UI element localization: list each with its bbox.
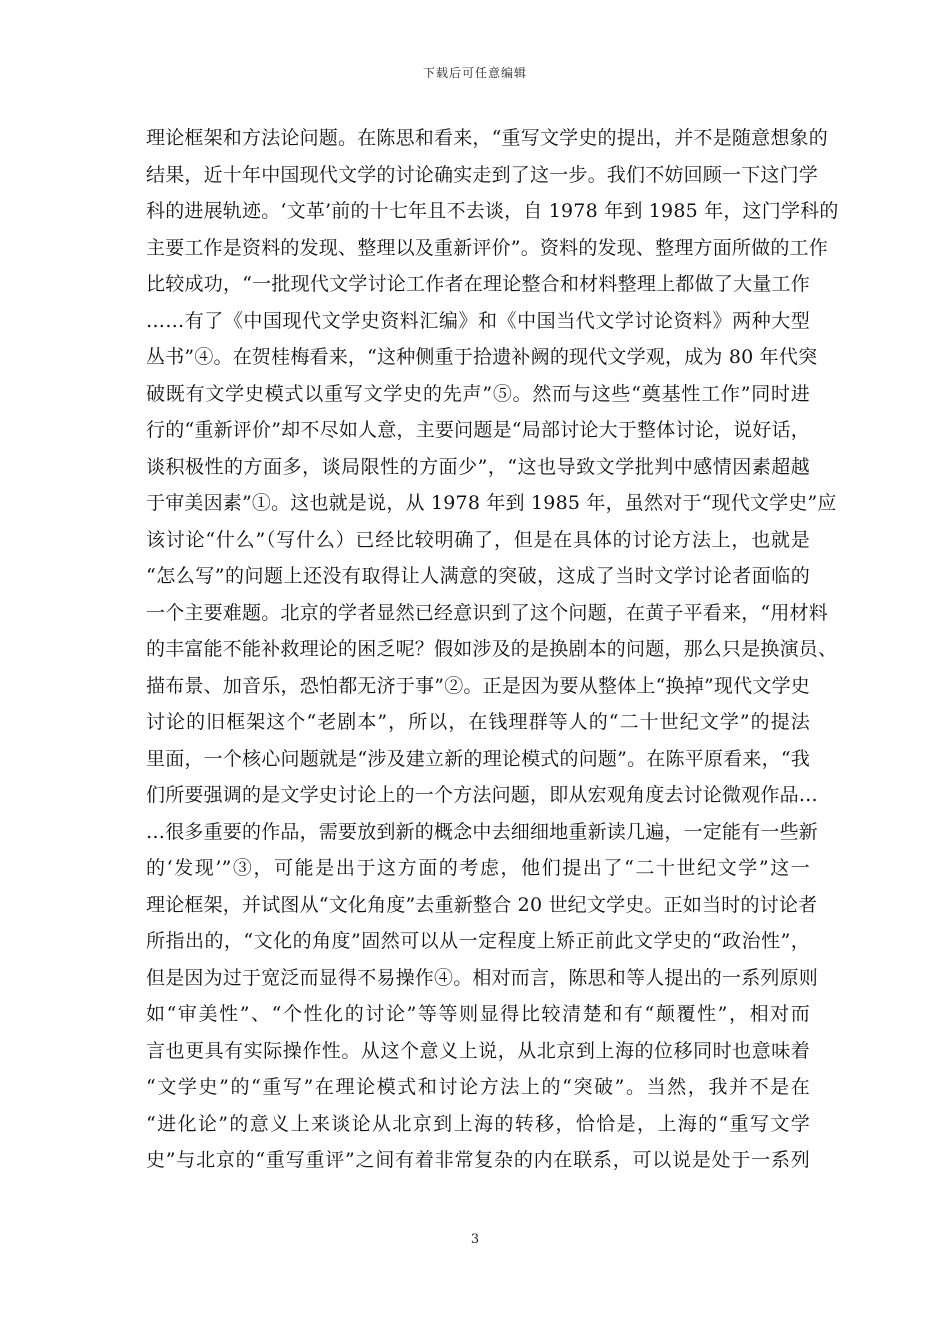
text-line: 该讨论“什么”（写什么）已经比较明确了，但是在具体的讨论方法上，也就是	[146, 528, 810, 551]
text-line: 一个主要难题。北京的学者显然已经意识到了这个问题，在黄子平看来，“用材料	[146, 601, 828, 624]
text-line: 破既有文学史模式以重写文学史的先声”⑤。然而与这些“奠基性工作”同时进	[146, 382, 810, 405]
text-line: 如“审美性”、“个性化的讨论”等等则显得比较清楚和有“颠覆性”，相对而	[146, 1003, 810, 1025]
page-number: 3	[470, 1232, 480, 1247]
text-line: “怎么写”的问题上还没有取得让人满意的突破，这成了当时文学讨论者面临的	[146, 565, 810, 587]
text-line: 比较成功，“一批现代文学讨论工作者在理论整合和材料整理上都做了大量工作	[146, 273, 810, 295]
text-line: 于审美因素”①。这也就是说，从 1978 年到 1985 年，虽然对于“现代文学史”应	[146, 492, 837, 514]
text-line: 里面，一个核心问题就是“涉及建立新的理论模式的问题”。在陈平原看来，“我	[146, 747, 810, 770]
text-line: 行的“重新评价”却不尽如人意，主要问题是“局部讨论大于整体讨论，说好话，	[146, 419, 810, 441]
text-line: 理论框架和方法论问题。在陈思和看来，“重写文学史的提出，并不是随意想象的	[146, 127, 828, 149]
text-line: …很多重要的作品，需要放到新的概念中去细细地重新读几遍，一定能有一些新	[146, 820, 819, 843]
page-header: 下载后可任意编辑	[422, 66, 527, 80]
text-line: 主要工作是资料的发现、整理以及重新评价”。资料的发现、整理方面所做的工作	[146, 236, 828, 259]
text-line: 谈积极性的方面多，谈局限性的方面少”，“这也导致文学批判中感情因素超越	[146, 455, 810, 478]
text-line: “进化论”的意义上来谈论从北京到上海的转移，恰恰是，上海的“重写文学	[146, 1112, 810, 1135]
text-line: 所指出的，“文化的角度”固然可以从一定程度上矫正前此文学史的“政治性”，	[146, 930, 810, 952]
text-line: 们所要强调的是文学史讨论上的一个方法问题，即从宏观角度去讨论微观作品…	[146, 784, 819, 806]
text-line: 描布景、加音乐，恐怕都无济于事”②。正是因为要从整体上“换掉”现代文学史	[146, 674, 810, 697]
text-line: 史”与北京的“重写重评”之间有着非常复杂的内在联系，可以说是处于一系列	[146, 1149, 810, 1171]
text-line: 讨论的旧框架这个“老剧本”，所以，在钱理群等人的“二十世纪文学”的提法	[146, 711, 810, 733]
text-line: “文学史”的“重写”在理论模式和讨论方法上的“突破”。当然，我并不是在	[146, 1076, 810, 1098]
text-line: 理论框架，并试图从“文化角度”去重新整合 20 世纪文学史。正如当时的讨论者	[146, 893, 818, 916]
text-line: 的丰富能不能补救理论的困乏呢？假如涉及的是换剧本的问题，那么只是换演员、	[146, 638, 838, 660]
text-line: ……有了《中国现代文学史资料汇编》和《中国当代文学讨论资料》两种大型	[146, 309, 810, 332]
text-line: 的‘发现’”③，可能是出于这方面的考虑，他们提出了“二十世纪文学”这一	[146, 857, 810, 879]
body-text	[146, 120, 839, 1179]
text-line: 但是因为过于宽泛而显得不易操作④。相对而言，陈思和等人提出的一系列原则	[146, 966, 819, 989]
text-line: 结果，近十年中国现代文学的讨论确实走到了这一步。我们不妨回顾一下这门学	[146, 163, 819, 186]
text-line: 科的进展轨迹。‘文革’前的十七年且不去谈，自 1978 年到 1985 年，这门学科的	[146, 200, 839, 222]
text-line: 丛书”④。在贺桂梅看来，“这种侧重于拾遗补阙的现代文学观，成为 80 年代突	[146, 346, 818, 368]
text-line: 言也更具有实际操作性。从这个意义上说，从北京到上海的位移同时也意味着	[146, 1039, 810, 1062]
